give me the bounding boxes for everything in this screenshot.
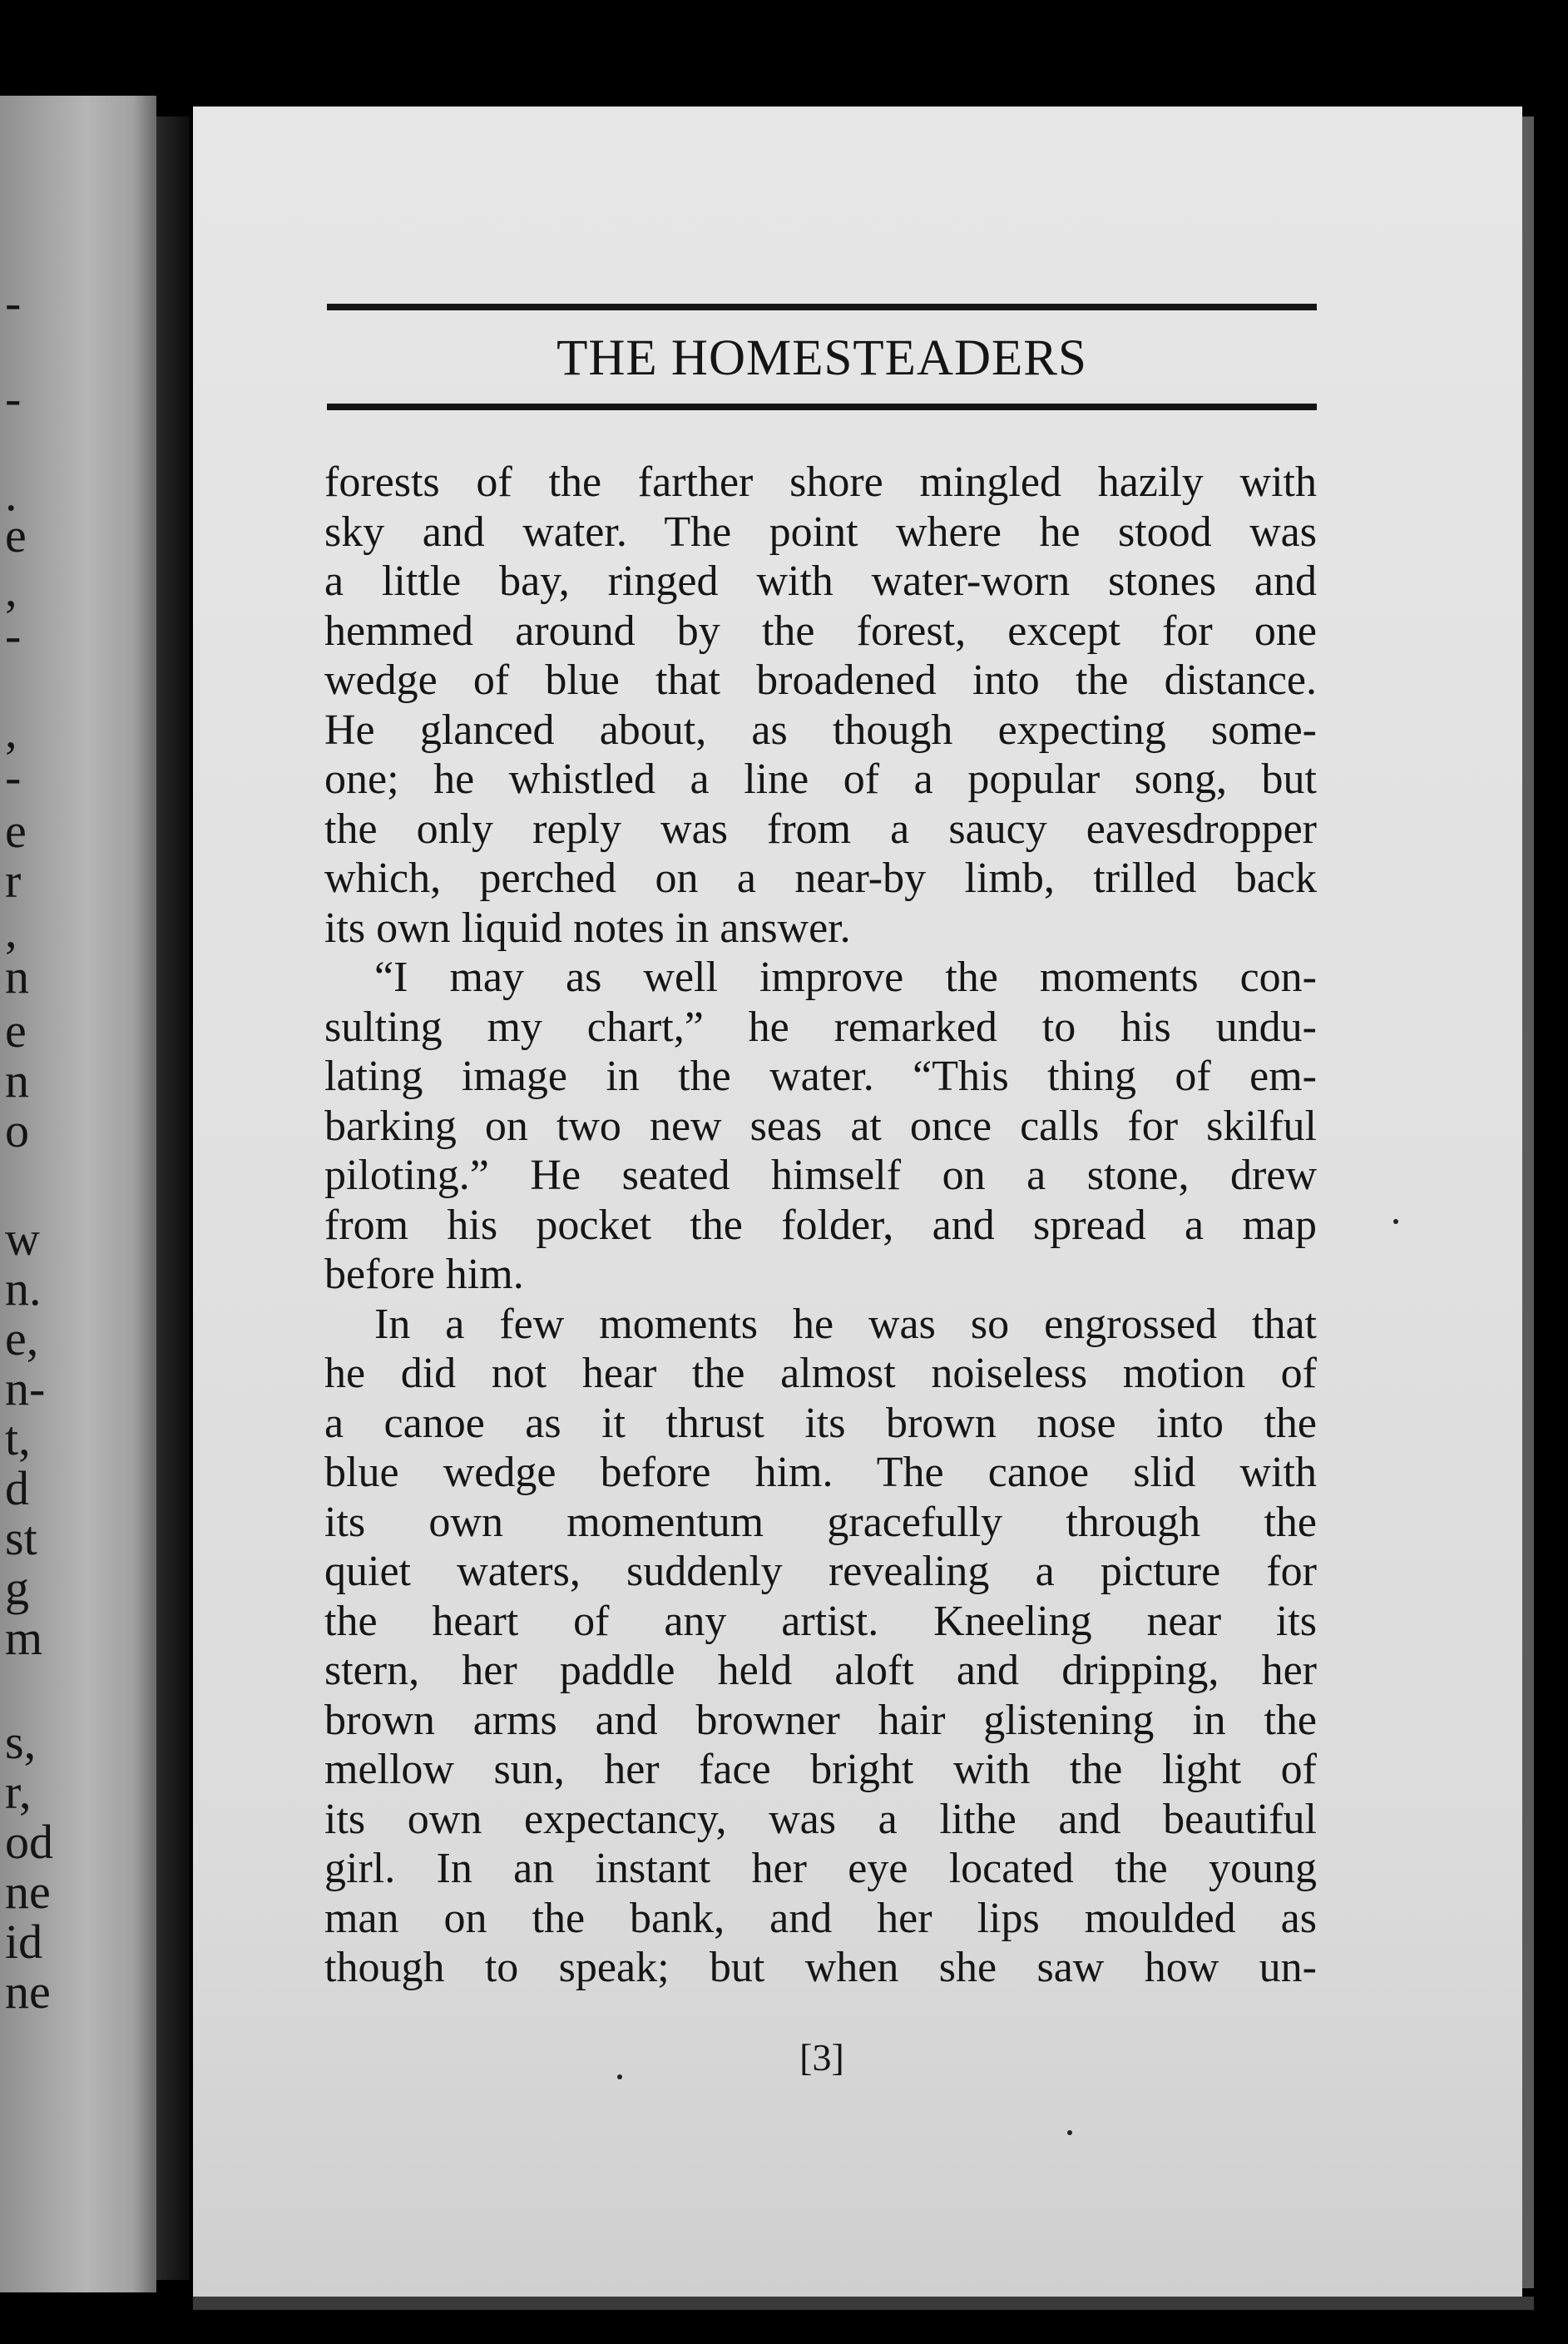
- text-line: a little bay, ringed with water-worn stones and: [324, 558, 1317, 605]
- facing-page-fragment: t,: [5, 1411, 31, 1465]
- running-head: THE HOMESTEADERS: [556, 330, 1087, 386]
- page-number: [3]: [799, 2036, 844, 2079]
- print-speck: [617, 2074, 622, 2079]
- text-line: lating image in the water. “This thing of em-: [324, 1053, 1317, 1100]
- facing-page-fragment: r: [5, 854, 22, 908]
- text-line: mellow sun, her face bright with the light of: [324, 1746, 1317, 1793]
- facing-page-fragment: n-: [5, 1361, 46, 1415]
- book-gutter: [156, 116, 190, 2280]
- text-line: its own momentum gracefully through the: [324, 1498, 1317, 1546]
- text-line: the only reply was from a saucy eavesdropper: [324, 805, 1317, 853]
- text-line: He glanced about, as though expecting some-: [324, 706, 1317, 754]
- facing-page-fragment: m: [5, 1611, 43, 1665]
- facing-page-fragment: o: [5, 1103, 29, 1157]
- text-line: sulting my chart,” he remarked to his undu-: [324, 1003, 1317, 1051]
- facing-page-edge: [0, 96, 156, 2292]
- text-line: a canoe as it thrust its brown nose into the: [324, 1399, 1317, 1447]
- text-line: blue wedge before him. The canoe slid with: [324, 1449, 1317, 1496]
- text-line: forests of the farther shore mingled hazily with: [324, 458, 1317, 506]
- facing-page-fragment: w: [5, 1212, 40, 1266]
- facing-page-fragment: ne: [5, 1965, 51, 2019]
- text-line: brown arms and browner hair glistening in the: [324, 1696, 1317, 1744]
- facing-page-fragment: ,: [5, 704, 17, 758]
- page-edge-right: [1522, 116, 1534, 2288]
- facing-page-fragment: n: [5, 1053, 29, 1108]
- facing-page-fragment: st: [5, 1511, 37, 1565]
- facing-page-fragment: s,: [5, 1715, 37, 1769]
- facing-page-fragment: g: [5, 1561, 29, 1615]
- text-line: before him.: [324, 1251, 524, 1298]
- text-line: piloting.” He seated himself on a stone, drew: [324, 1152, 1317, 1199]
- facing-page-fragment: e: [5, 1004, 27, 1058]
- facing-page-fragment: od: [5, 1815, 53, 1869]
- text-line: its own expectancy, was a lithe and beautiful: [324, 1795, 1317, 1843]
- text-line: hemmed around by the forest, except for one: [324, 607, 1317, 655]
- facing-page-fragment: e,: [5, 1311, 39, 1365]
- text-line: wedge of blue that broadened into the distance.: [324, 657, 1317, 704]
- facing-page-fragment: -: [5, 371, 22, 425]
- facing-page-fragment: ,: [5, 904, 17, 958]
- text-line: quiet waters, suddenly revealing a picture for: [324, 1548, 1317, 1595]
- body-text: [324, 458, 1317, 1993]
- text-line: the heart of any artist. Kneeling near its: [324, 1597, 1317, 1645]
- text-line: “I may as well improve the moments con-: [374, 954, 1317, 1001]
- facing-page-fragment: ne: [5, 1865, 51, 1919]
- facing-page-fragment: n.: [5, 1261, 42, 1316]
- facing-page-fragment: -: [5, 750, 22, 804]
- facing-page-fragment: id: [5, 1915, 43, 1969]
- text-line: its own liquid notes in answer.: [324, 904, 851, 952]
- facing-page-fragment: e: [5, 804, 27, 858]
- facing-page-fragment: ,: [5, 562, 17, 617]
- text-line: man on the bank, and her lips moulded as: [324, 1894, 1317, 1942]
- facing-page-fragment: n: [5, 949, 29, 1004]
- text-line: sky and water. The point where he stood was: [324, 508, 1317, 556]
- print-speck: [1067, 2130, 1072, 2135]
- facing-page-fragment: -: [5, 275, 22, 330]
- header-rule-top: [327, 304, 1317, 310]
- facing-page-fragment: -: [5, 608, 22, 662]
- facing-page-fragment: r,: [5, 1765, 32, 1819]
- text-line: from his pocket the folder, and spread a map: [324, 1201, 1317, 1249]
- text-line: one; he whistled a line of a popular song, but: [324, 756, 1317, 803]
- facing-page-fragment: d: [5, 1461, 29, 1515]
- text-line: stern, her paddle held aloft and dripping, her: [324, 1647, 1317, 1694]
- text-line: In a few moments he was so engrossed that: [374, 1300, 1317, 1348]
- text-line: he did not hear the almost noiseless motion of: [324, 1350, 1317, 1397]
- text-line: though to speak; but when she saw how un-: [324, 1944, 1317, 1991]
- text-line: barking on two new seas at once calls for skilful: [324, 1102, 1317, 1150]
- text-line: which, perched on a near-by limb, trilled back: [324, 855, 1317, 902]
- print-speck: [1393, 1219, 1398, 1224]
- header-rule-bottom: [327, 404, 1317, 410]
- facing-page-fragment: .: [5, 467, 17, 521]
- text-line: girl. In an instant her eye located the young: [324, 1845, 1317, 1892]
- facing-page-fragment: e: [5, 508, 27, 562]
- page-edge-bottom: [193, 2297, 1534, 2310]
